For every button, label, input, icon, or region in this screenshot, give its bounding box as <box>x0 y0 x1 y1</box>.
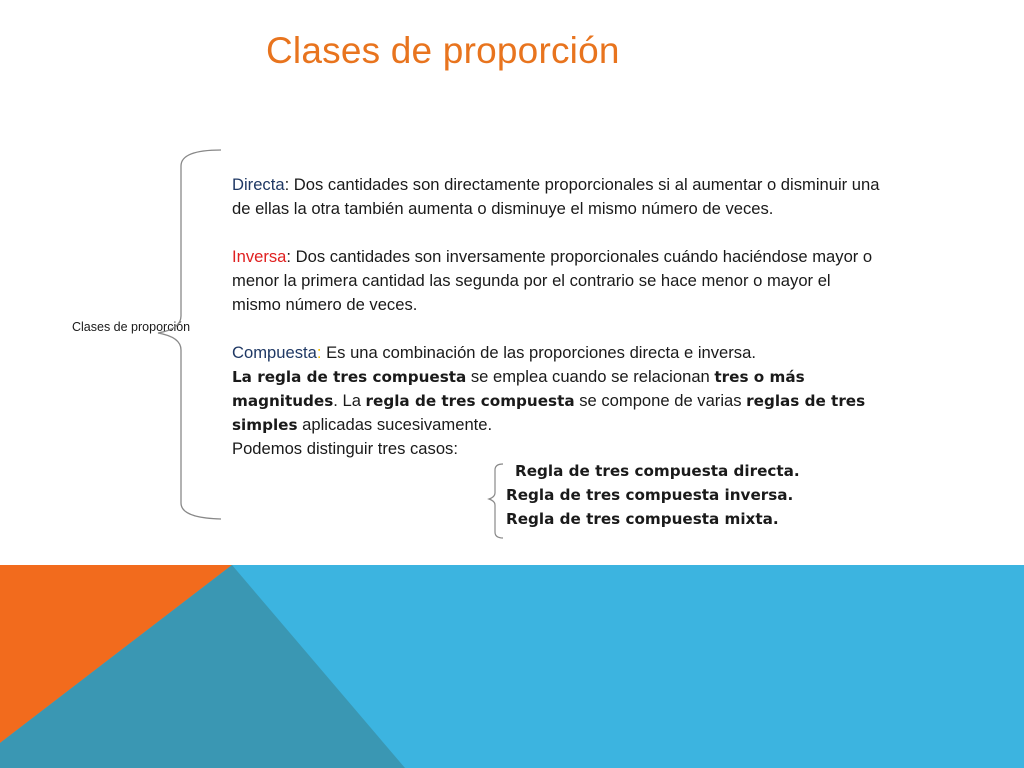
case-item: Regla de tres compuesta directa. <box>515 462 800 480</box>
cases-list <box>506 459 800 531</box>
cases-brace-path <box>489 464 503 538</box>
bottom-decoration <box>0 565 1024 768</box>
rule-s2: se emplea cuando se relacionan <box>466 367 715 386</box>
side-label-text: Clases de proporción <box>72 320 191 334</box>
slide-title: Clases de proporción <box>266 30 620 71</box>
rule-s8: aplicadas sucesivamente. <box>297 415 493 434</box>
directa-term: Directa <box>232 175 285 194</box>
case-item: Regla de tres compuesta mixta. <box>506 510 779 528</box>
rule-s6: se compone de varias <box>574 391 747 410</box>
rule-s3: tres o más magnitudes <box>232 368 805 410</box>
rule-s5: regla de tres compuesta <box>365 392 575 410</box>
rule-s1: La regla de tres compuesta <box>232 368 467 386</box>
compuesta-colon: : <box>316 343 322 362</box>
cases-intro-text: Podemos distinguir tres casos: <box>232 439 458 458</box>
inversa-text: : Dos cantidades son inversamente proporcionales cuándo haciéndose mayor o menor la primera cantidad las segunda por el contrario se hace menor o mayor el mismo número de veces. <box>232 247 873 314</box>
case-item: Regla de tres compuesta inversa. <box>506 486 794 504</box>
compuesta-term: Compuesta <box>232 343 317 362</box>
inversa-term: Inversa <box>232 247 287 266</box>
rule-s7: reglas de tres simples <box>232 392 866 434</box>
cases-brace <box>0 0 520 545</box>
rule-s4: . La <box>333 391 366 410</box>
directa-text: : Dos cantidades son directamente proporcionales si al aumentar o disminuir una de ellas la otra también aumenta o disminuye el mismo número de veces. <box>232 175 880 218</box>
compuesta-text: Es una combinación de las proporciones directa e inversa. <box>321 343 756 362</box>
